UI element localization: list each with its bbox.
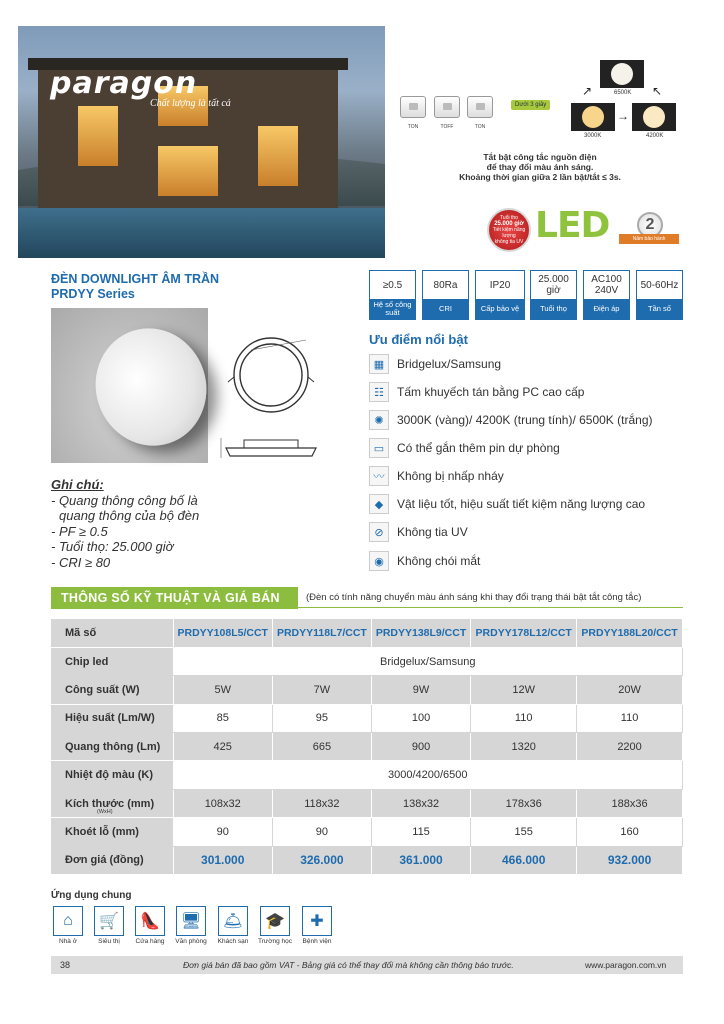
switch-off-icon <box>434 96 460 118</box>
hospital-icon: ✚ <box>302 906 332 936</box>
arrow-icon: → <box>617 109 629 123</box>
product-photo <box>51 308 208 463</box>
hero-image <box>18 26 385 258</box>
no-glare-icon: ◉ <box>369 551 389 571</box>
color-swatch-6500k <box>600 60 644 88</box>
spec-table <box>51 619 683 875</box>
battery-icon: ▭ <box>369 438 389 458</box>
arrow-icon: ↖ <box>652 84 663 98</box>
application-item: 🛎 Khách sạn <box>216 906 250 945</box>
switch-note: Tắt bật công tắc nguồn điện để thay đổi màu ánh sáng. Khoảng thời gian giữa 2 lần bật/tắt ≤ 3s. <box>459 152 621 182</box>
hotel-icon: 🛎 <box>218 906 248 936</box>
table-row: Hiệu suất (Lm/W) 85 95 100 110 110 <box>51 704 683 732</box>
shoe-icon: 👠 <box>135 906 165 936</box>
chip-icon: ▦ <box>369 354 389 374</box>
advantage-item: ◉ Không chói mắt <box>369 551 480 571</box>
timer-badge: Dưới 3 giây <box>511 100 550 110</box>
table-row: Kích thước (mm) (WxH) 108x32 118x32 138x32 178x36 188x36 <box>51 789 683 817</box>
no-uv-icon: ⊘ <box>369 522 389 542</box>
application-item: 🖥 Văn phòng <box>174 906 208 945</box>
application-item: ⌂ Nhà ở <box>51 906 85 945</box>
swatch-label: 3000K <box>584 133 602 139</box>
computer-icon: 🖥 <box>176 906 206 936</box>
graduation-icon: 🎓 <box>260 906 290 936</box>
spec-box: ≥0.5 Hệ số công suất <box>369 270 416 320</box>
product-title: ĐÈN DOWNLIGHT ÂM TRẦN PRDYY Series <box>51 272 220 301</box>
advantage-item: ▭ Có thể gắn thêm pin dự phòng <box>369 438 560 458</box>
diamond-icon: ◆ <box>369 494 389 514</box>
swatch-label: 4200K <box>646 133 664 139</box>
color-swatch-4200k <box>632 103 676 131</box>
color-swatch-3000k <box>571 103 615 131</box>
advantage-item: ✺ 3000K (vàng)/ 4200K (trung tính)/ 6500K (trắng) <box>369 410 653 430</box>
advantage-item: ⊘ Không tia UV <box>369 522 468 542</box>
advantage-item: 〰 Không bị nhấp nháy <box>369 466 504 486</box>
application-item: 🛒 Siêu thị <box>92 906 126 945</box>
switch-on-icon <box>467 96 493 118</box>
color-temp-icon: ✺ <box>369 410 389 430</box>
warranty-badge: 2 Năm bảo hành <box>619 210 679 248</box>
switch-step-label: TON <box>407 124 419 130</box>
switch-step-label: TOFF <box>440 124 454 130</box>
home-icon: ⌂ <box>53 906 83 936</box>
table-row: Quang thông (Lm) 425 665 900 1320 2200 <box>51 733 683 761</box>
footer-note: Đơn giá bán đã bao gồm VAT - Bảng giá có thể thay đổi mà không cần thông báo trước. <box>183 960 514 970</box>
application-item: ✚ Bệnh viện <box>300 906 334 945</box>
table-row: Nhiệt độ màu (K) 3000/4200/6500 <box>51 761 683 789</box>
table-row: Đơn giá (đồng) 301.000 326.000 361.000 466.000 932.000 <box>51 846 683 874</box>
notes: Ghi chú: - Quang thông công bố là quang thông của bộ đèn - PF ≥ 0.5 - Tuổi thọ: 25.000 giờ - CRI ≥ 80 <box>51 477 200 570</box>
spec-box: 80Ra CRI <box>422 270 469 320</box>
advantage-item: ▦ Bridgelux/Samsung <box>369 354 501 374</box>
applications-title: Ứng dụng chung <box>51 890 132 901</box>
section-note: (Đèn có tính năng chuyển màu ánh sáng khi thay đổi trạng thái bật tắt công tắc) <box>306 592 642 603</box>
spec-box: IP20 Cấp bảo vệ <box>475 270 525 320</box>
technical-drawing <box>216 330 326 465</box>
led-logo: LED <box>535 205 610 246</box>
cart-icon: 🛒 <box>94 906 124 936</box>
lifetime-seal: Tuổi thọ 25.000 giờ Tiết kiệm năng lượng không tia UV <box>487 208 531 252</box>
spec-box: 50-60Hz Tần số <box>636 270 683 320</box>
website-link[interactable]: www.paragon.com.vn <box>585 960 667 970</box>
brand-logo: paragon <box>50 66 198 101</box>
brand-slogan: Chất lượng là tất cả <box>150 98 231 109</box>
table-row: Mã số PRDYY108L5/CCT PRDYY118L7/CCT PRDYY138L9/CCT PRDYY178L12/CCT PRDYY188L20/CCT <box>51 619 683 647</box>
switch-on-icon <box>400 96 426 118</box>
swatch-label: 6500K <box>614 90 632 96</box>
table-row: Chip led Bridgelux/Samsung <box>51 647 683 675</box>
no-flicker-icon: 〰 <box>369 466 389 486</box>
spec-box: AC100 240V Điện áp <box>583 270 630 320</box>
section-divider <box>51 607 683 608</box>
advantage-item: ☷ Tấm khuyếch tán bằng PC cao cấp <box>369 382 584 402</box>
spec-box: 25.000 giờ Tuổi thọ <box>530 270 577 320</box>
switch-step-label: TON <box>474 124 486 130</box>
advantages-title: Ưu điểm nổi bật <box>369 332 468 347</box>
section-title: THÔNG SỐ KỸ THUẬT VÀ GIÁ BÁN <box>51 587 298 609</box>
diffuser-icon: ☷ <box>369 382 389 402</box>
arrow-icon: ↗ <box>582 84 593 98</box>
table-row: Khoét lỗ (mm) 90 90 115 155 160 <box>51 818 683 846</box>
application-item: 👠 Cửa hàng <box>133 906 167 945</box>
application-item: 🎓 Trường học <box>258 906 292 945</box>
table-row: Công suất (W) 5W 7W 9W 12W 20W <box>51 676 683 704</box>
advantage-item: ◆ Vật liệu tốt, hiệu suất tiết kiệm năng lượng cao <box>369 494 645 514</box>
page-number: 38 <box>60 960 71 970</box>
